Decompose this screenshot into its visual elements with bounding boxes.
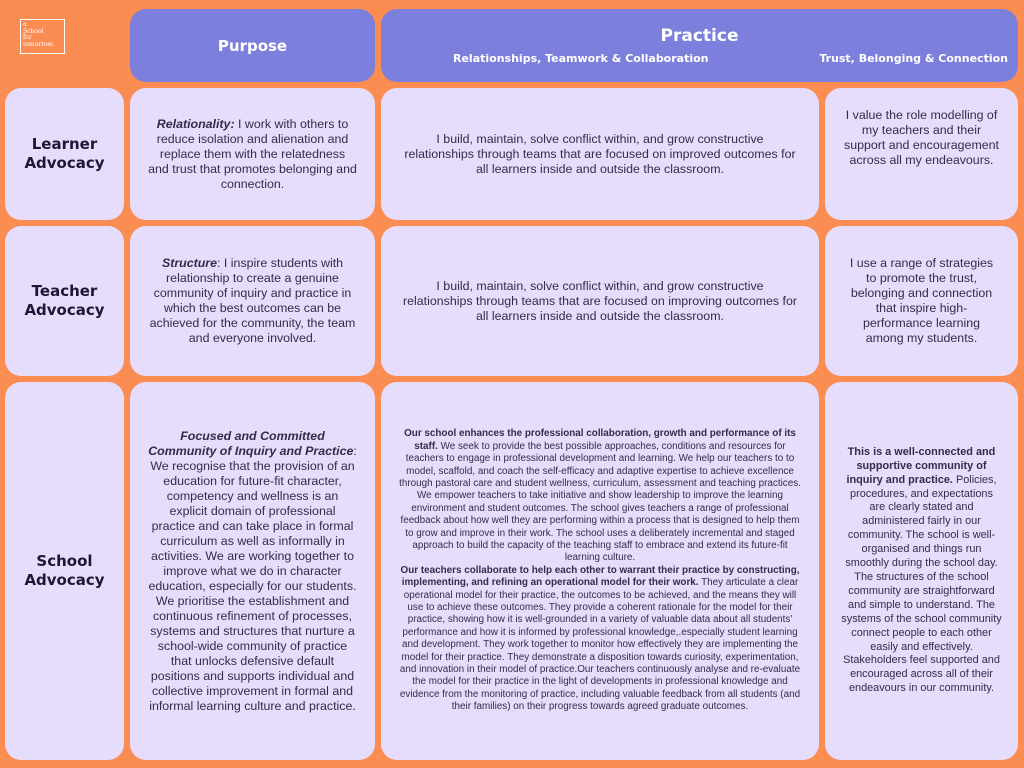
practice-subtitle-trust: Trust, Belonging & Connection xyxy=(819,52,1008,65)
school-purpose-term: Focused and Committed Community of Inquiry and Practice xyxy=(148,428,354,458)
row-label-learner xyxy=(5,88,124,220)
school-purpose-text: : We recognise that the provision of an education for future-fit character, competency and wellness is an explicit domain of professional practice and can take place in formal curriculum as well as informally in activities. We are working together to improve what we do in character education, especially for our students. We prioritise the establishment and continuous refinement of processes, systems and structures that nurture a school-wide community of practice that unlocks defensive default positions and supports individual and collective improvement in formal and informal learning culture and practice. xyxy=(148,443,357,713)
school-practice-text-2: They articulate a clear operational model for their practice, the outcomes to be achieved, and the means they will use to achieve these outcomes. They provide a coherent rationale for the model for their practice, showing how it is well-grounded in a variety of valuable data about all students' performance and how it is informed by professional knowledge,.especially student learning and development. They work together to monitor how effectively they are implementing the model for their practice. They demonstrate a disposition towards curiosity, experimentation, and innovation in their model of practice.Our teachers continuously analyse and re-evaluate the model for their practice in the light of developments in professional knowledge and evidence from the monitoring of practice, including valuable feedback from all students (and their families) on their progress towards agreed graduate outcomes. xyxy=(399,577,801,713)
school-trust-bold: This is a well-connected and supportive community of inquiry and practice. xyxy=(846,445,996,486)
teacher-purpose-term: Structure xyxy=(161,256,218,270)
school-practice-cell xyxy=(381,382,819,760)
row-label-school xyxy=(5,382,124,760)
row-label-teacher xyxy=(5,226,124,376)
row-label-line: Advocacy xyxy=(24,571,105,589)
teacher-practice-cell xyxy=(381,226,819,376)
practice-subtitle-relationships: Relationships, Teamwork & Collaboration xyxy=(453,52,709,65)
row-label-line: Advocacy xyxy=(24,154,105,172)
school-practice-text-1: We seek to provide the best possible approaches, conditions and resources for teachers to engage in professional development and learning. We help our teachers to to model, scaffold, and coach the self-efficacy and adaptive expertise to achieve excellence through pastoral care and student wellness, curriculum, assessment and teaching practices. We empower teachers to take initiative and show leadership to improve the learning environment and student outcomes. The school gives teachers a range of professional feedback about how well they are performing within a process that is designed to help them to grow and improve in their work. The school uses a deliberately incremental and staged approach to build the capacity of the teaching staff to embrace and extend its future-fit learning culture. xyxy=(399,440,801,564)
row-label-line: School xyxy=(36,552,93,570)
school-purpose-cell xyxy=(130,382,375,760)
logo-line: School xyxy=(23,27,44,35)
teacher-practice-text: I build, maintain, solve conflict within, and grow constructive relationships through teams that are focused on improving outcomes for all learners inside and outside the classroom. xyxy=(403,278,797,323)
learner-trust-text: I value the role modelling of my teachers and their support and encouragement across all my endeavours. xyxy=(844,108,999,167)
logo-line: tomorrow. xyxy=(23,40,55,48)
school-logo xyxy=(20,19,65,54)
teacher-trust-cell xyxy=(825,226,1018,376)
teacher-purpose-cell xyxy=(130,226,375,376)
learner-practice-cell xyxy=(381,88,819,220)
practice-title: Practice xyxy=(660,26,739,46)
practice-header xyxy=(381,9,1018,82)
learner-purpose-term: Relationality: xyxy=(156,116,235,131)
learner-trust-cell xyxy=(825,88,1018,220)
teacher-purpose-text: : I inspire students with relationship to create a genuine community of inquiry and practice in which the best outcomes can be achieved for the community, the team and everyone involved. xyxy=(149,256,356,345)
learner-purpose-text: I work with others to reduce isolation and alienation and replace them with the relatedness and trust that promotes belonging and connection. xyxy=(148,116,357,191)
school-practice-bold-2: Our teachers collaborate to help each other to warrant their practice by constructing, implementing, and refining an operational model for their work. xyxy=(400,564,800,589)
school-trust-text: Policies, procedures, and expectations are clearly stated and administered fairly in our community. The school is well-organised and things run smoothly during the school day. The structures of the school community are straightforward and simple to understand. The systems of the school community connect people to each other easily and effectively. Stakeholders feel supported and encouraged across all of their endeavours in our community. xyxy=(841,473,1002,695)
purpose-title: Purpose xyxy=(217,36,288,55)
school-trust-cell xyxy=(825,382,1018,760)
logo-line: for xyxy=(23,34,32,42)
teacher-trust-text: I use a range of strategies to promote the trust, belonging and connection that inspire high-performance learning among my students. xyxy=(849,256,994,345)
purpose-header xyxy=(130,9,375,82)
school-practice-bold-1: Our school enhances the professional collaboration, growth and performance of its staff. xyxy=(404,428,796,452)
logo-line: a xyxy=(23,21,27,28)
row-label-line: Teacher xyxy=(31,282,98,300)
row-label-line: Advocacy xyxy=(24,301,105,319)
learner-practice-text: I build, maintain, solve conflict within, and grow constructive relationships through teams that are focused on improved outcomes for all learners inside and outside the classroom. xyxy=(404,131,796,176)
row-label-line: Learner xyxy=(31,135,98,153)
learner-purpose-cell xyxy=(130,88,375,220)
